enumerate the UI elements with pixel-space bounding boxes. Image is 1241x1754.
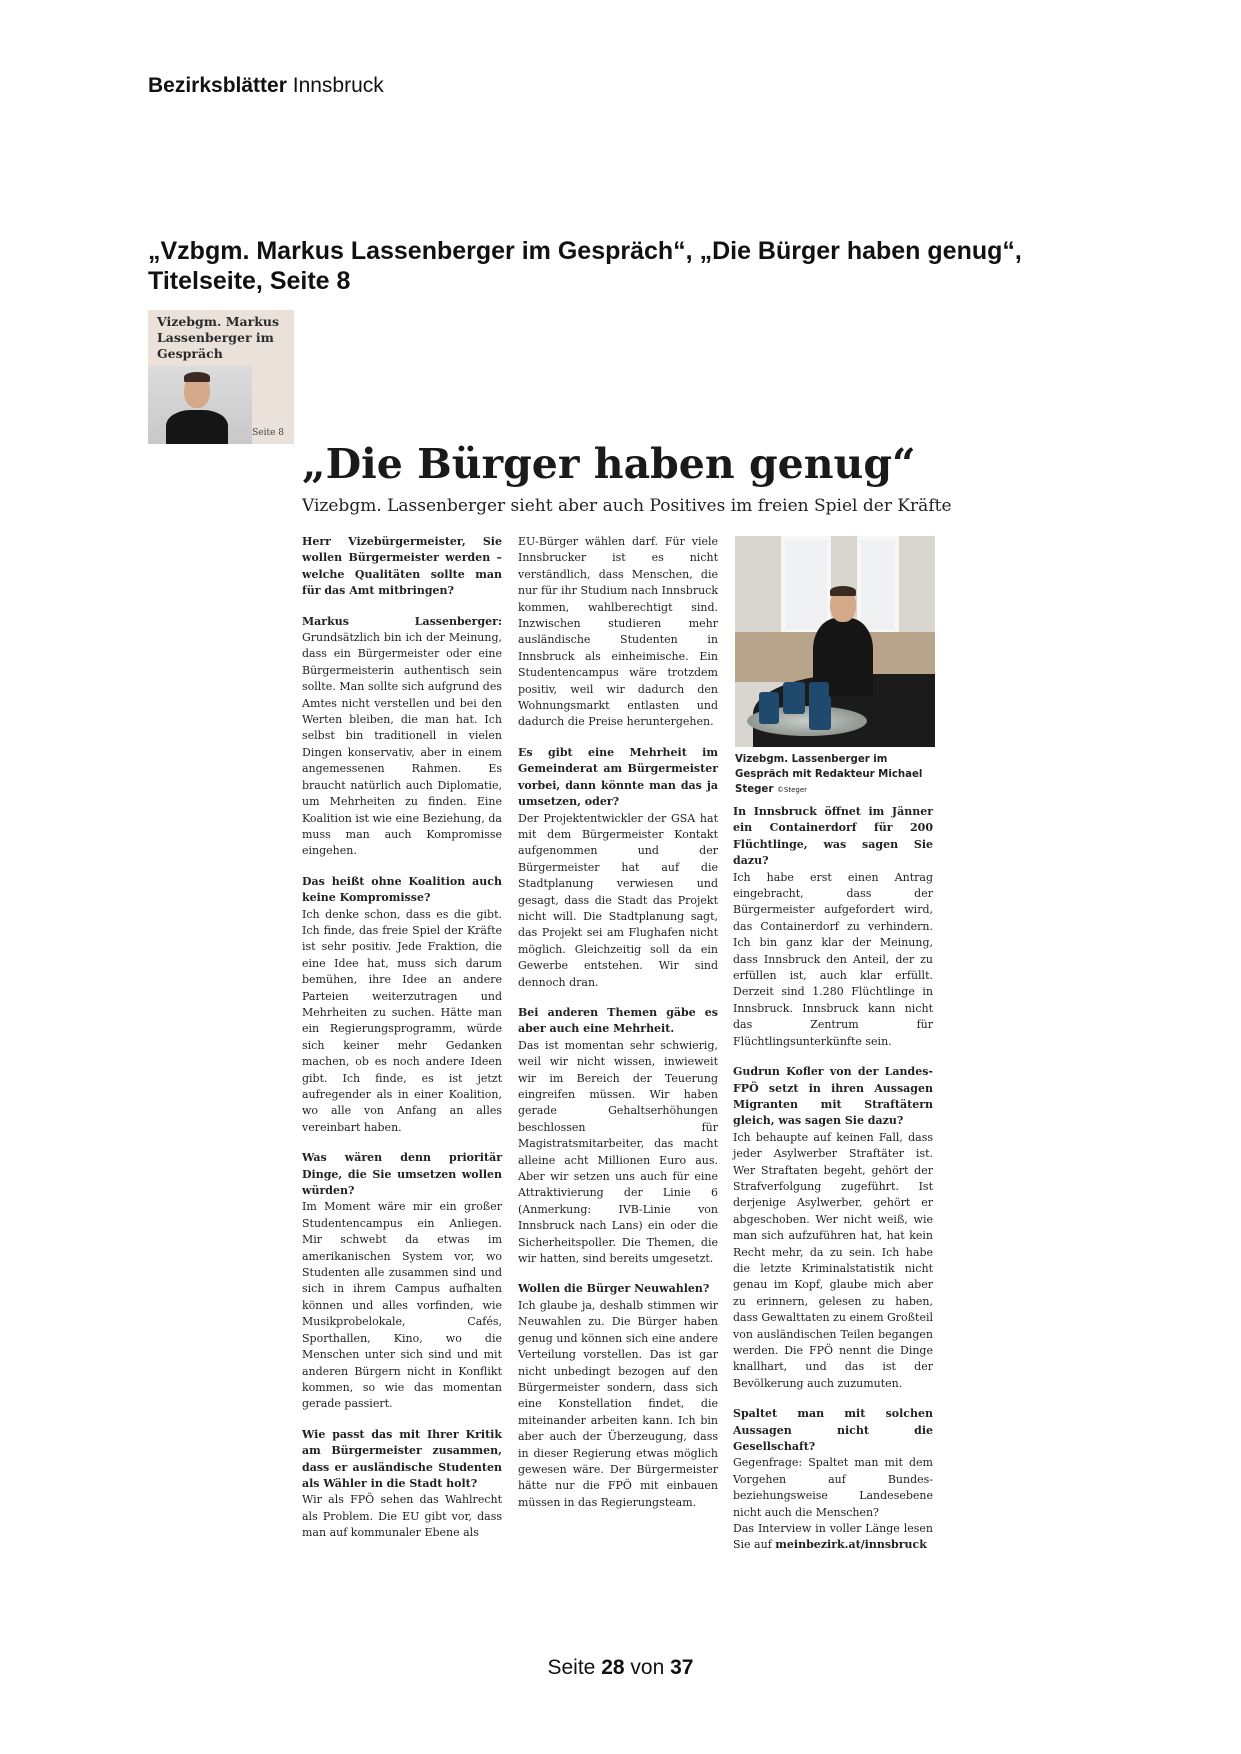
interview-question: Gudrun Kofler von der Landes-FPÖ setzt in ihren Aussagen Migranten mit Straftätern gleich, was sagen Sie dazu? (733, 1065, 933, 1128)
paragraph (733, 1064, 933, 1392)
publication-region: Innsbruck (292, 74, 384, 97)
paragraph (733, 804, 933, 1050)
interview-photo (735, 536, 935, 747)
page-number: 28 (601, 1656, 625, 1679)
paragraph (518, 534, 718, 731)
interview-answer: Ich habe erst einen Antrag eingebracht, dass der Bürgermeister aufgefordert wird, das Containerdorf zu verhindern. Ich bin ganz klar der Meinung, dass Innsbruck den Anteil, der zu erfüllen ist, auch klar erfüllt. Derzeit sind 1.280 Flüchtlinge in Innsbruck. Innsbruck kann nicht das Zentrum für Flüchtlingsunterkünfte sein. (733, 870, 933, 1048)
photo-credit: ©Steger (776, 786, 808, 794)
interview-question: Wie passt das mit Ihrer Kritik am Bürgermeister zusammen, dass er ausländische Studenten als Wähler in die Stadt holt? (302, 1427, 502, 1490)
interview-answer: EU-Bürger wählen darf. Für viele Innsbrucker ist es nicht verständlich, dass Menschen, die nur für ihr Studium nach Innsbruck kommen, wahlberechtigt sind. Inzwischen studieren mehr ausländische Studenten in Innsbruck als einheimische. Ein Studentencampus wäre trotzdem positiv, weil wir dadurch den Wohnungsmarkt entlasten und dadurch die Preise heruntergehen. (518, 535, 718, 729)
interview-question: Was wären denn prioritär Dinge, die Sie umsetzen wollen würden? (302, 1151, 502, 1198)
interview-question: Bei anderen Themen gäbe es aber auch eine Mehrheit. (518, 1005, 718, 1036)
interview-link[interactable]: meinbezirk.at/innsbruck (775, 1538, 927, 1552)
publication-header (148, 74, 384, 98)
interview-answer: Der Projektentwickler der GSA hat mit dem Bürgermeister Kontakt aufgenommen und der Bürgermeister hat auf die Stadtplanung verwiesen und gesagt, dass die Stadt das Projekt nicht will. Die Stadtplanung sagt, das Projekt sei am Flughafen nicht möglich. Gleichzeitig soll da ein Gewerbe entstehen. Wir sind dennoch dran. (518, 811, 718, 989)
document-title: „Vzbgm. Markus Lassenberger im Gespräch“, „Die Bürger haben genug“, Titelseite, Seite 8 (148, 237, 1022, 295)
paragraph (302, 614, 502, 860)
photo-caption (735, 752, 937, 798)
interview-question: Es gibt eine Mehrheit im Gemeinderat am Bürgermeister vorbei, dann könnte man das ja umsetzen, oder? (518, 745, 718, 809)
paragraph (302, 534, 502, 600)
article-column-2 (518, 534, 718, 1525)
teaser-portrait-photo (148, 366, 252, 444)
caption-text: Vizebgm. Lassenberger im Gespräch mit Redakteur Michael Steger (735, 754, 923, 795)
front-page-teaser (148, 310, 294, 444)
interview-question: In Innsbruck öffnet im Jänner ein Containerdorf für 200 Flüchtlinge, was sagen Sie dazu? (733, 805, 933, 868)
article-column-1 (302, 534, 502, 1556)
page-footer (0, 1656, 1241, 1680)
teaser-page-ref: Seite 8 (252, 428, 284, 438)
paragraph (518, 1005, 718, 1268)
article-headline: „Die Bürger haben genug“ (302, 440, 916, 488)
closing-text: Das Interview in voller Länge lesen Sie auf (733, 1522, 933, 1552)
interview-question: Herr Vizebürgermeister, Sie wollen Bürgermeister werden –welche Qualitäten sollte man für das Amt mitbringen? (302, 535, 502, 598)
interview-question: Wollen die Bürger Neuwahlen? (518, 1282, 710, 1296)
speaker-name: Markus Lassenberger: (302, 614, 502, 628)
article-subheadline: Vizebgm. Lassenberger sieht aber auch Positives im freien Spiel der Kräfte (302, 496, 952, 516)
page-total: 37 (670, 1656, 694, 1679)
footer-prefix: Seite (547, 1656, 596, 1679)
interview-answer: Ich behaupte auf keinen Fall, dass jeder Asylwerber Straftäter ist. Wer Straftaten begeht, gehört der Strafverfolgung zugeführt. Ist derjenige Asylwerber, gehört er abgeschoben. Wer nicht weiß, wie man sich aufzuführen hat, hat kein Recht mehr, da zu sein. Ich habe die letzte Kriminalstatistik nicht genau im Kopf, glaube mich aber zu erinnern, gelesen zu haben, dass Gewalttaten zu einem Großteil von ausländischen Teilen begangen werden. Die FPÖ nennt die Dinge knallhart, und das ist der Bevölkerung auch zuzumuten. (733, 1130, 933, 1390)
paragraph (518, 1281, 718, 1511)
interview-question: Das heißt ohne Koalition auch keine Kompromisse? (302, 874, 502, 905)
paragraph (733, 1406, 933, 1554)
interview-answer: Grundsätzlich bin ich der Meinung, dass ein Bürgermeister oder eine Bürgermeisterin authentisch sein sollte. Man sollte sich aufgrund des Amtes nicht verstellen und bei den Werten bleiben, die man hat. Ich selbst bin traditionell in vielen Dingen konservativ, aber in einem angemessenen Rahmen. Es braucht natürlich auch Diplomatie, um Mehrheiten zu finden. Eine Koalition ist wie eine Beziehung, da muss man auch Kompromisse eingehen. (302, 631, 502, 858)
paragraph (518, 745, 718, 991)
interview-question: Spaltet man mit solchen Aussagen nicht die Gesellschaft? (733, 1407, 933, 1454)
paragraph (302, 874, 502, 1137)
paragraph (302, 1427, 502, 1542)
interview-answer: Im Moment wäre mir ein großer Studentencampus ein Anliegen. Mir schwebt da etwas im amerikanischen System vor, wo Studenten alle zusammen sind und sich in ihrem Campus aufhalten können und alles vorfinden, wie Musikprobelokale, Cafés, Sporthallen, Kino, wo die Menschen unter sich sind und mit anderen Bürgern nicht in Konflikt kommen, so wie das momentan gerade passiert. (302, 1200, 502, 1411)
interview-answer: Gegenfrage: Spaltet man mit dem Vorgehen auf Bundes- beziehungsweise Landesebene nicht auch die Menschen? (733, 1456, 933, 1519)
interview-answer: Wir als FPÖ sehen das Wahlrecht als Problem. Die EU gibt vor, dass man auf kommunaler Ebene als (302, 1493, 502, 1540)
interview-answer: Das ist momentan sehr schwierig, weil wir nicht wissen, inwieweit wir im Bereich der Teuerung eingreifen müssen. Wir haben gerade Gehaltserhöhungen beschlossen für Magistratsmitarbeiter, das macht alleine acht Millionen Euro aus. Aber wir setzen uns auch für eine Attraktivierung der Linie 6 (Anmerkung: IVB-Linie von Innsbruck nach Lans) ein oder die Sicherheitspoller. Die Themen, die wir hatten, sind bereits umgesetzt. (518, 1038, 718, 1266)
article-column-3 (733, 804, 933, 1568)
publication-name: Bezirksblätter (148, 74, 287, 97)
interview-answer: Ich glaube ja, deshalb stimmen wir Neuwahlen zu. Die Bürger haben genug und können sich eine andere Verteilung vorstellen. Das ist gar nicht unbedingt bezogen auf den Bürgermeister sondern, dass sich eine Konstellation findet, die miteinander arbeiten kann. Ich bin aber auch der Überzeugung, dass in dieser Regierung etwas möglich gewesen wäre. Der Bürgermeister hätte nur die FPÖ mit einbauen müssen in das Regierungsteam. (518, 1298, 718, 1509)
footer-middle: von (630, 1656, 665, 1679)
teaser-title: Vizebgm. Markus Lassenberger im Gespräch (157, 314, 279, 361)
interview-answer: Ich denke schon, dass es die gibt. Ich finde, das freie Spiel der Kräfte ist sehr positiv. Jede Fraktion, die eine Idee hat, muss sich darum bemühen, ihre Idee an andere Parteien weiterzutragen und Mehrheiten zu suchen. Hätte man ein Regierungsprogramm, würde sich keiner mehr Gedanken machen, ob es noch andere Ideen gibt. Ich finde, es ist jetzt aufregender als in einer Koalition, wo alle von Anfang an alles vereinbart haben. (302, 907, 502, 1134)
paragraph (302, 1150, 502, 1413)
